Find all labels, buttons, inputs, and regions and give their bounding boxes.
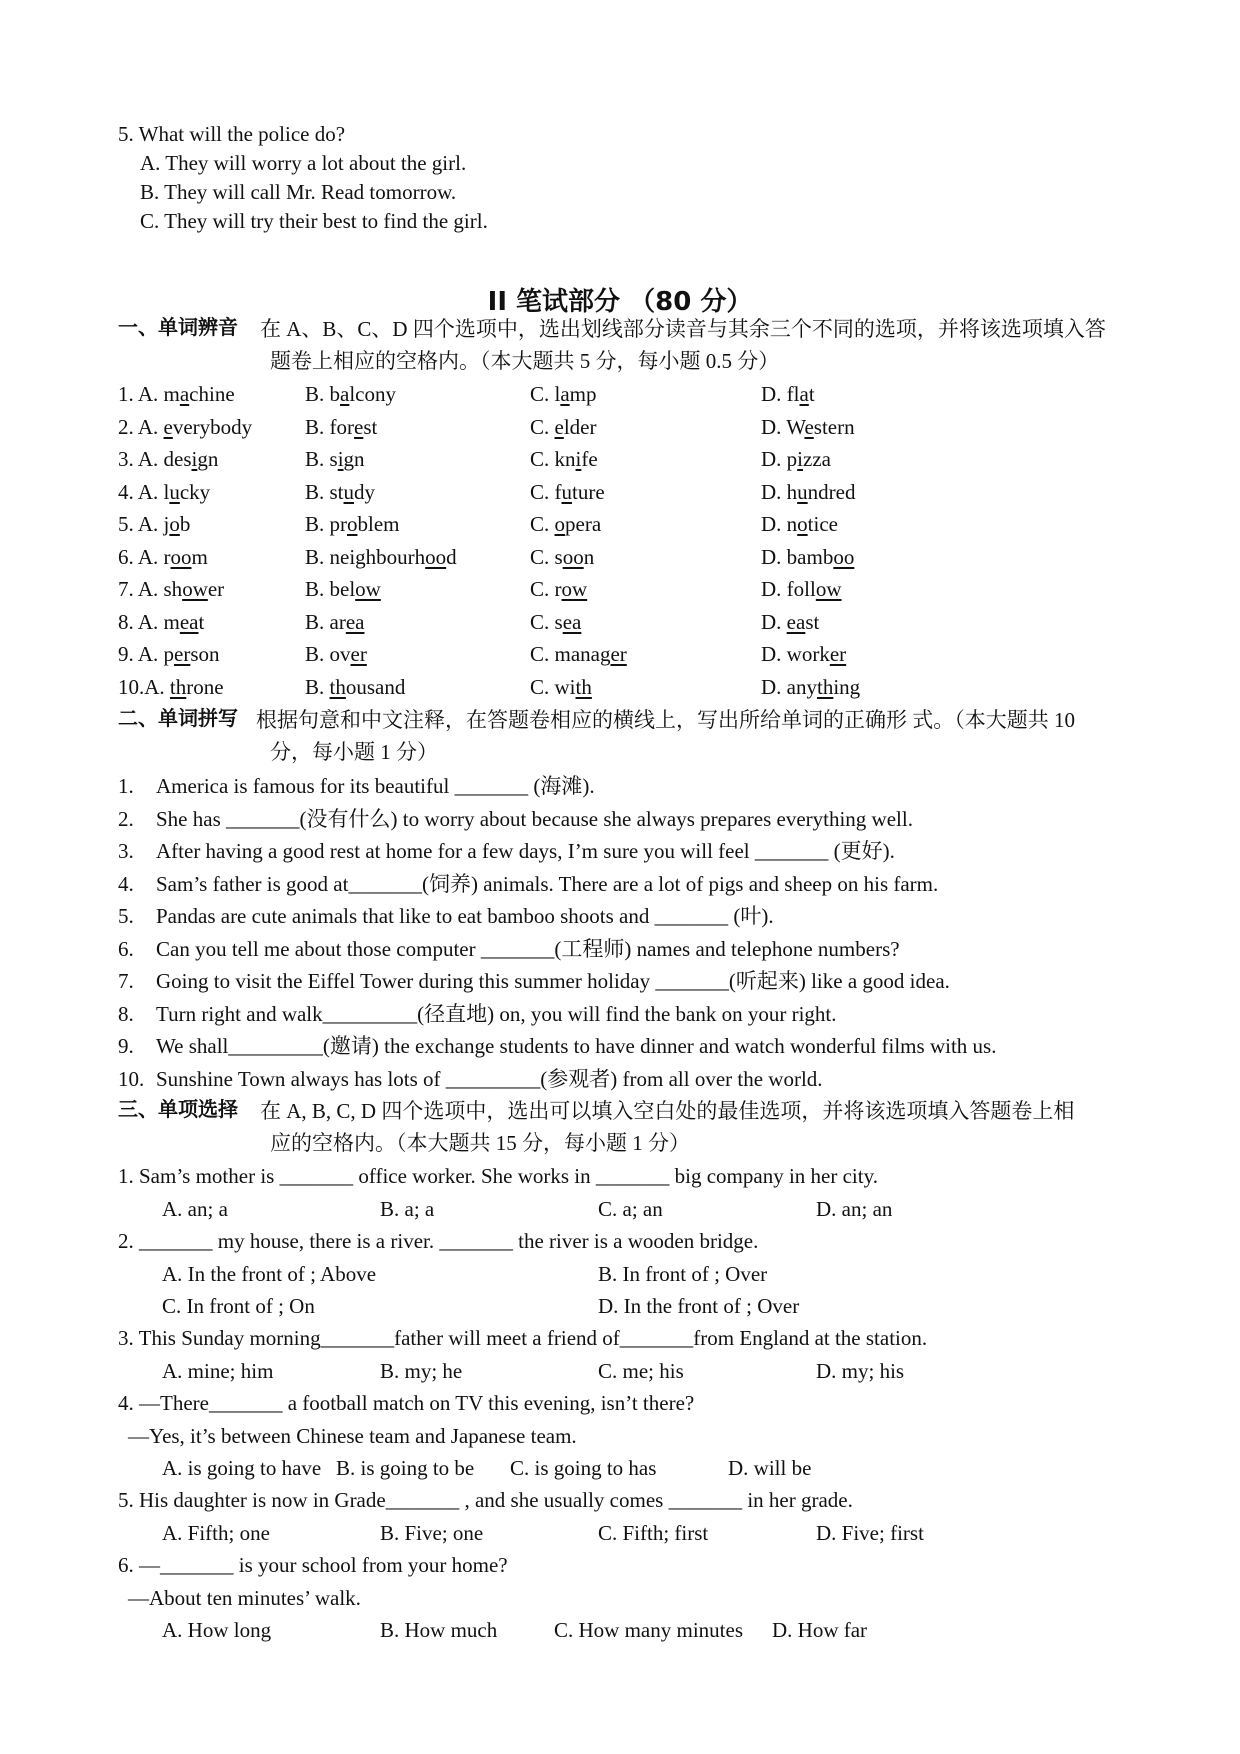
phonetics-row (118, 380, 1118, 412)
word-part: D. foll (761, 577, 816, 601)
word-part: 3. A. des (118, 447, 192, 471)
phonetics-option (761, 673, 860, 701)
item-number: 9. (118, 1034, 134, 1058)
phonetics-option (118, 575, 224, 603)
phonetics-row (118, 445, 1118, 477)
word-part: C. kn (530, 447, 576, 471)
word-part: ing (833, 674, 861, 699)
phonetics-option (761, 510, 838, 538)
item-number: 6. (118, 936, 134, 961)
section3-instr-line2: 应的空格内。（本大题共 15 分，每小题 1 分） (270, 1131, 690, 1155)
phonetics-option (118, 640, 220, 668)
phonetics-option (761, 478, 856, 506)
section1-heading: 一、单词辨音 (118, 315, 238, 339)
word-part: chine (189, 382, 235, 406)
phonetics-option (761, 575, 842, 603)
underlined-letters: ea (345, 609, 365, 634)
phonetics-row (118, 478, 1118, 510)
word-part: st (805, 609, 820, 634)
underlined-letters: th (575, 674, 592, 699)
underlined-letters: i (797, 447, 804, 471)
word-part: 10.A. (118, 674, 170, 699)
item-sentence: We shall_________(邀请) the exchange students to have dinner and watch wonderful films with us. (156, 1034, 997, 1058)
phonetics-option (530, 673, 592, 701)
section3-instructions (260, 1095, 1240, 1159)
mc-option: C. In front of ; On (162, 1294, 315, 1318)
word-part: dy (354, 479, 376, 504)
phonetics-option (118, 478, 210, 506)
word-part: fe (581, 447, 598, 471)
underlined-letters: ea (562, 609, 582, 634)
item-number: 2. (118, 806, 134, 831)
mc-option: B. In front of ; Over (598, 1262, 768, 1286)
spelling-item (118, 870, 938, 898)
item-sentence: Sunshine Town always has lots of _________(参观者) from all over the world. (156, 1066, 823, 1091)
word-part: 4. A. l (118, 479, 170, 504)
word-part: 7. A. sh (118, 577, 183, 601)
phonetics-option (118, 673, 224, 701)
mc-question-stem: 3. This Sunday morning_______father will meet a friend of_______from England at the station. (118, 1326, 928, 1350)
underlined-letters: ow (815, 577, 842, 601)
phonetics-row (118, 608, 1118, 640)
item-number: 4. (118, 871, 134, 896)
item-number: 10. (118, 1066, 145, 1091)
phonetics-option (118, 445, 218, 473)
word-part: C. wi (530, 674, 576, 699)
mc-option: C. a; an (598, 1197, 663, 1221)
phonetics-option (118, 413, 252, 441)
phonetics-option (761, 380, 815, 408)
word-part: verybody (172, 414, 253, 439)
mc-option: D. my; his (816, 1359, 905, 1383)
word-part: rone (186, 674, 224, 699)
mc-option: A. mine; him (162, 1359, 274, 1383)
mc-options (162, 1195, 1112, 1227)
mc-option: A. Fifth; one (162, 1521, 270, 1545)
listening-option: B. They will call Mr. Read tomorrow. (140, 180, 457, 204)
section2-instr-line1: 根据句意和中文注释，在答题卷相应的横线上，写出所给单词的正确形 式。（本大题共 10 (256, 708, 1075, 732)
phonetics-option (305, 673, 405, 701)
underlined-letters: e (163, 414, 173, 439)
section3-instr-line1: 在 A, B, C, D 四个选项中，选出可以填入空白处的最佳选项，并将该选项填入答题卷上相 (260, 1099, 1075, 1123)
underlined-letters: a (560, 382, 570, 406)
underlined-letters: o (797, 512, 808, 536)
word-part: gn (343, 447, 365, 471)
mc-option: D. Five; first (816, 1521, 924, 1545)
mc-options (162, 1357, 1112, 1389)
phonetics-option (118, 380, 235, 408)
phonetics-option (530, 413, 597, 441)
word-part: m (191, 544, 208, 569)
word-part: D. bamb (761, 544, 834, 569)
spelling-item (118, 805, 913, 833)
mc-question-stem: 6. —_______ is your school from your home? (118, 1553, 508, 1577)
item-sentence: Pandas are cute animals that like to eat bamboo shoots and _______ (叶). (156, 904, 774, 928)
word-part: blem (357, 512, 400, 536)
underlined-letters: ow (182, 577, 208, 601)
phonetics-option (530, 445, 598, 473)
spelling-item (118, 935, 900, 963)
mc-option: A. In the front of ; Above (162, 1262, 377, 1286)
underlined-letters: u (343, 479, 355, 504)
spelling-item (118, 902, 774, 930)
spelling-item (118, 1000, 837, 1028)
phonetics-option (530, 543, 594, 571)
word-part: er (207, 577, 225, 601)
underlined-letters: i (191, 447, 198, 471)
section2-header (118, 704, 1118, 768)
word-part: ousand (345, 674, 406, 699)
word-part: C. (530, 512, 555, 536)
item-number: 8. (118, 1001, 134, 1026)
phonetics-row (118, 575, 1118, 607)
phonetics-option (118, 543, 208, 571)
phonetics-option (305, 543, 457, 571)
underlined-letters: ow (561, 577, 588, 601)
word-part: mp (569, 382, 597, 406)
word-part: ndred (807, 479, 856, 504)
phonetics-option (530, 380, 597, 408)
word-part: 1. A. m (118, 382, 180, 406)
mc-option: C. me; his (598, 1359, 684, 1383)
underlined-letters: o (347, 512, 358, 536)
phonetics-row (118, 640, 1118, 672)
underlined-letters: a (340, 382, 350, 406)
mc-option: B. How much (380, 1618, 498, 1642)
word-part: D. n (761, 512, 798, 536)
listening-question: 5. What will the police do? (118, 122, 346, 146)
word-part: B. b (305, 382, 341, 406)
section1-instr-line2: 题卷上相应的空格内。（本大题共 5 分，每小题 0.5 分） (270, 349, 780, 373)
word-part: D. fl (761, 382, 800, 406)
section2-heading: 二、单词拼写 (118, 706, 238, 730)
item-sentence: Sam’s father is good at_______(饲养) animals. There are a lot of pigs and sheep on his farm. (156, 871, 939, 896)
phonetics-option (305, 640, 367, 668)
word-part: B. for (305, 414, 354, 439)
word-part: D. work (761, 642, 830, 666)
mc-question-stem: 5. His daughter is now in Grade_______ , and she usually comes _______ in her grade. (118, 1488, 853, 1512)
section3-header (118, 1095, 1118, 1159)
phonetics-option (118, 510, 190, 538)
spelling-item (118, 837, 895, 865)
phonetics-option (305, 575, 381, 603)
word-part: tice (807, 512, 838, 536)
mc-option: A. an; a (162, 1197, 228, 1221)
item-number: 1. (118, 774, 134, 798)
underlined-letters: oo (425, 544, 447, 569)
phonetics-option (761, 543, 854, 571)
item-number: 3. (118, 839, 134, 863)
word-part: ture (572, 479, 605, 504)
phonetics-option (118, 608, 204, 636)
section2-instructions (256, 704, 1236, 768)
underlined-letters: th (329, 674, 346, 699)
phonetics-option (305, 478, 375, 506)
section2-instr-line2: 分，每小题 1 分） (270, 740, 438, 764)
mc-option: C. Fifth; first (598, 1521, 709, 1545)
mc-option: B. Five; one (380, 1521, 484, 1545)
word-part: C. manag (530, 642, 611, 666)
word-part: C. r (530, 577, 562, 601)
phonetics-option (305, 380, 396, 408)
word-part: C. f (530, 479, 562, 504)
word-part: B. (305, 674, 330, 699)
word-part: B. pr (305, 512, 347, 536)
underlined-letters: i (337, 447, 344, 471)
word-part: lcony (349, 382, 396, 406)
word-part: d (446, 544, 457, 569)
word-part: D. (761, 609, 787, 634)
phonetics-option (530, 575, 587, 603)
word-part: 9. A. p (118, 642, 175, 666)
phonetics-option (761, 413, 855, 441)
word-part: C. s (530, 544, 563, 569)
underlined-letters: a (179, 382, 190, 406)
mc-option: D. In the front of ; Over (598, 1294, 800, 1318)
underlined-letters: ea (179, 609, 199, 634)
phonetics-row (118, 510, 1118, 542)
section1-header (118, 313, 1118, 377)
word-part: B. bel (305, 577, 356, 601)
word-part: B. ar (305, 609, 346, 634)
item-sentence: Turn right and walk_________(径直地) on, you will find the bank on your right. (156, 1001, 837, 1026)
word-part: son (190, 642, 220, 666)
mc-option: A. is going to have (162, 1456, 322, 1480)
phonetics-option (530, 608, 581, 636)
underlined-letters: e (554, 414, 564, 439)
underlined-letters: er (350, 642, 367, 666)
word-part: C. l (530, 382, 561, 406)
word-part: stern (813, 414, 855, 439)
mc-question-stem: 1. Sam’s mother is _______ office worker. She works in _______ big company in her city. (118, 1164, 878, 1188)
mc-question-stem: 2. _______ my house, there is a river. _______ the river is a wooden bridge. (118, 1229, 759, 1253)
word-part: pera (565, 512, 602, 536)
listening-option: A. They will worry a lot about the girl. (140, 151, 467, 175)
mc-options (162, 1519, 1112, 1551)
word-part: C. s (530, 609, 563, 634)
underlined-letters: ow (355, 577, 381, 601)
mc-options (162, 1292, 1112, 1324)
mc-option: B. a; a (380, 1197, 435, 1221)
mc-option: A. How long (162, 1618, 272, 1642)
word-part: cky (179, 479, 211, 504)
word-part: n (583, 544, 595, 569)
word-part: B. ov (305, 642, 351, 666)
word-part: 6. A. r (118, 544, 171, 569)
section1-instr-line1: 在 A、B、C、D 四个选项中，选出划线部分读音与其余三个不同的选项，并将该选项填入答 (260, 317, 1106, 341)
word-part: B. neighbourh (305, 544, 426, 569)
item-sentence: Going to visit the Eiffel Tower during this summer holiday _______(听起来) like a good idea. (156, 969, 950, 993)
mc-question-reply: —About ten minutes’ walk. (128, 1586, 361, 1610)
underlined-letters: e (354, 414, 364, 439)
item-number: 5. (118, 904, 134, 928)
mc-options (162, 1454, 1112, 1486)
underlined-letters: u (561, 479, 572, 504)
phonetics-option (530, 640, 627, 668)
phonetics-option (305, 413, 377, 441)
word-part: B. st (305, 479, 344, 504)
part2-title: II 笔试部分 （80 分） (487, 287, 753, 317)
underlined-letters: er (174, 642, 191, 666)
item-sentence: After having a good rest at home for a few days, I’m sure you will feel _______ (更好). (156, 839, 895, 863)
word-part: zza (803, 447, 831, 471)
phonetics-option (305, 445, 365, 473)
underlined-letters: oo (833, 544, 855, 569)
item-number: 7. (118, 969, 134, 993)
item-sentence: America is famous for its beautiful _______ (海滩). (156, 774, 595, 798)
mc-option: B. my; he (380, 1359, 463, 1383)
item-sentence: Can you tell me about those computer _______(工程师) names and telephone numbers? (156, 936, 900, 961)
underlined-letters: o (554, 512, 566, 536)
underlined-letters: ea (786, 609, 806, 634)
word-part: D. h (761, 479, 798, 504)
underlined-letters: er (829, 642, 847, 666)
underlined-letters: th (169, 674, 187, 699)
mc-question-reply: —Yes, it’s between Chinese team and Japanese team. (128, 1424, 577, 1448)
word-part: st (363, 414, 378, 439)
word-part: 5. A. j (118, 512, 170, 536)
word-part: D. W (761, 414, 805, 439)
spelling-item (118, 967, 950, 995)
word-part: C. (530, 414, 555, 439)
word-part: t (198, 609, 205, 634)
word-part: D. p (761, 447, 798, 471)
phonetics-option (761, 445, 831, 473)
mc-option: D. will be (728, 1456, 812, 1480)
word-part: gn (197, 447, 219, 471)
phonetics-option (530, 510, 601, 538)
phonetics-row (118, 543, 1118, 575)
mc-options (162, 1616, 1112, 1648)
section1-instructions (260, 313, 1240, 377)
phonetics-option (530, 478, 605, 506)
underlined-letters: th (817, 674, 834, 699)
underlined-letters: a (799, 382, 809, 406)
phonetics-option (305, 608, 364, 636)
word-part: b (179, 512, 191, 536)
mc-option: D. an; an (816, 1197, 893, 1221)
phonetics-row (118, 413, 1118, 445)
underlined-letters: u (797, 479, 808, 504)
underlined-letters: oo (562, 544, 584, 569)
mc-option: C. is going to has (510, 1456, 657, 1480)
mc-option: C. How many minutes (554, 1618, 743, 1642)
underlined-letters: u (169, 479, 180, 504)
mc-option: D. How far (772, 1618, 868, 1642)
underlined-letters: oo (170, 544, 192, 569)
mc-options (162, 1260, 1112, 1292)
underlined-letters: i (575, 447, 582, 471)
phonetics-option (761, 608, 819, 636)
phonetics-option (761, 640, 846, 668)
underlined-letters: e (804, 414, 814, 439)
underlined-letters: er (610, 642, 627, 666)
spelling-item (118, 1065, 823, 1093)
mc-option: B. is going to be (336, 1456, 475, 1480)
spelling-item (118, 772, 595, 800)
word-part: t (808, 382, 815, 406)
word-part: D. any (761, 674, 817, 699)
spelling-item (118, 1032, 996, 1060)
phonetics-row (118, 673, 1118, 705)
item-sentence: She has _______(没有什么) to worry about because she always prepares everything well. (156, 806, 913, 831)
word-part: 8. A. m (118, 609, 180, 634)
word-part: 2. A. (118, 414, 164, 439)
word-part: lder (563, 414, 597, 439)
phonetics-option (305, 510, 400, 538)
section3-heading: 三、单项选择 (118, 1097, 238, 1121)
word-part: B. s (305, 447, 338, 471)
underlined-letters: o (169, 512, 180, 536)
mc-question-stem: 4. —There_______ a football match on TV this evening, isn’t there? (118, 1391, 695, 1415)
listening-option: C. They will try their best to find the girl. (140, 209, 488, 233)
